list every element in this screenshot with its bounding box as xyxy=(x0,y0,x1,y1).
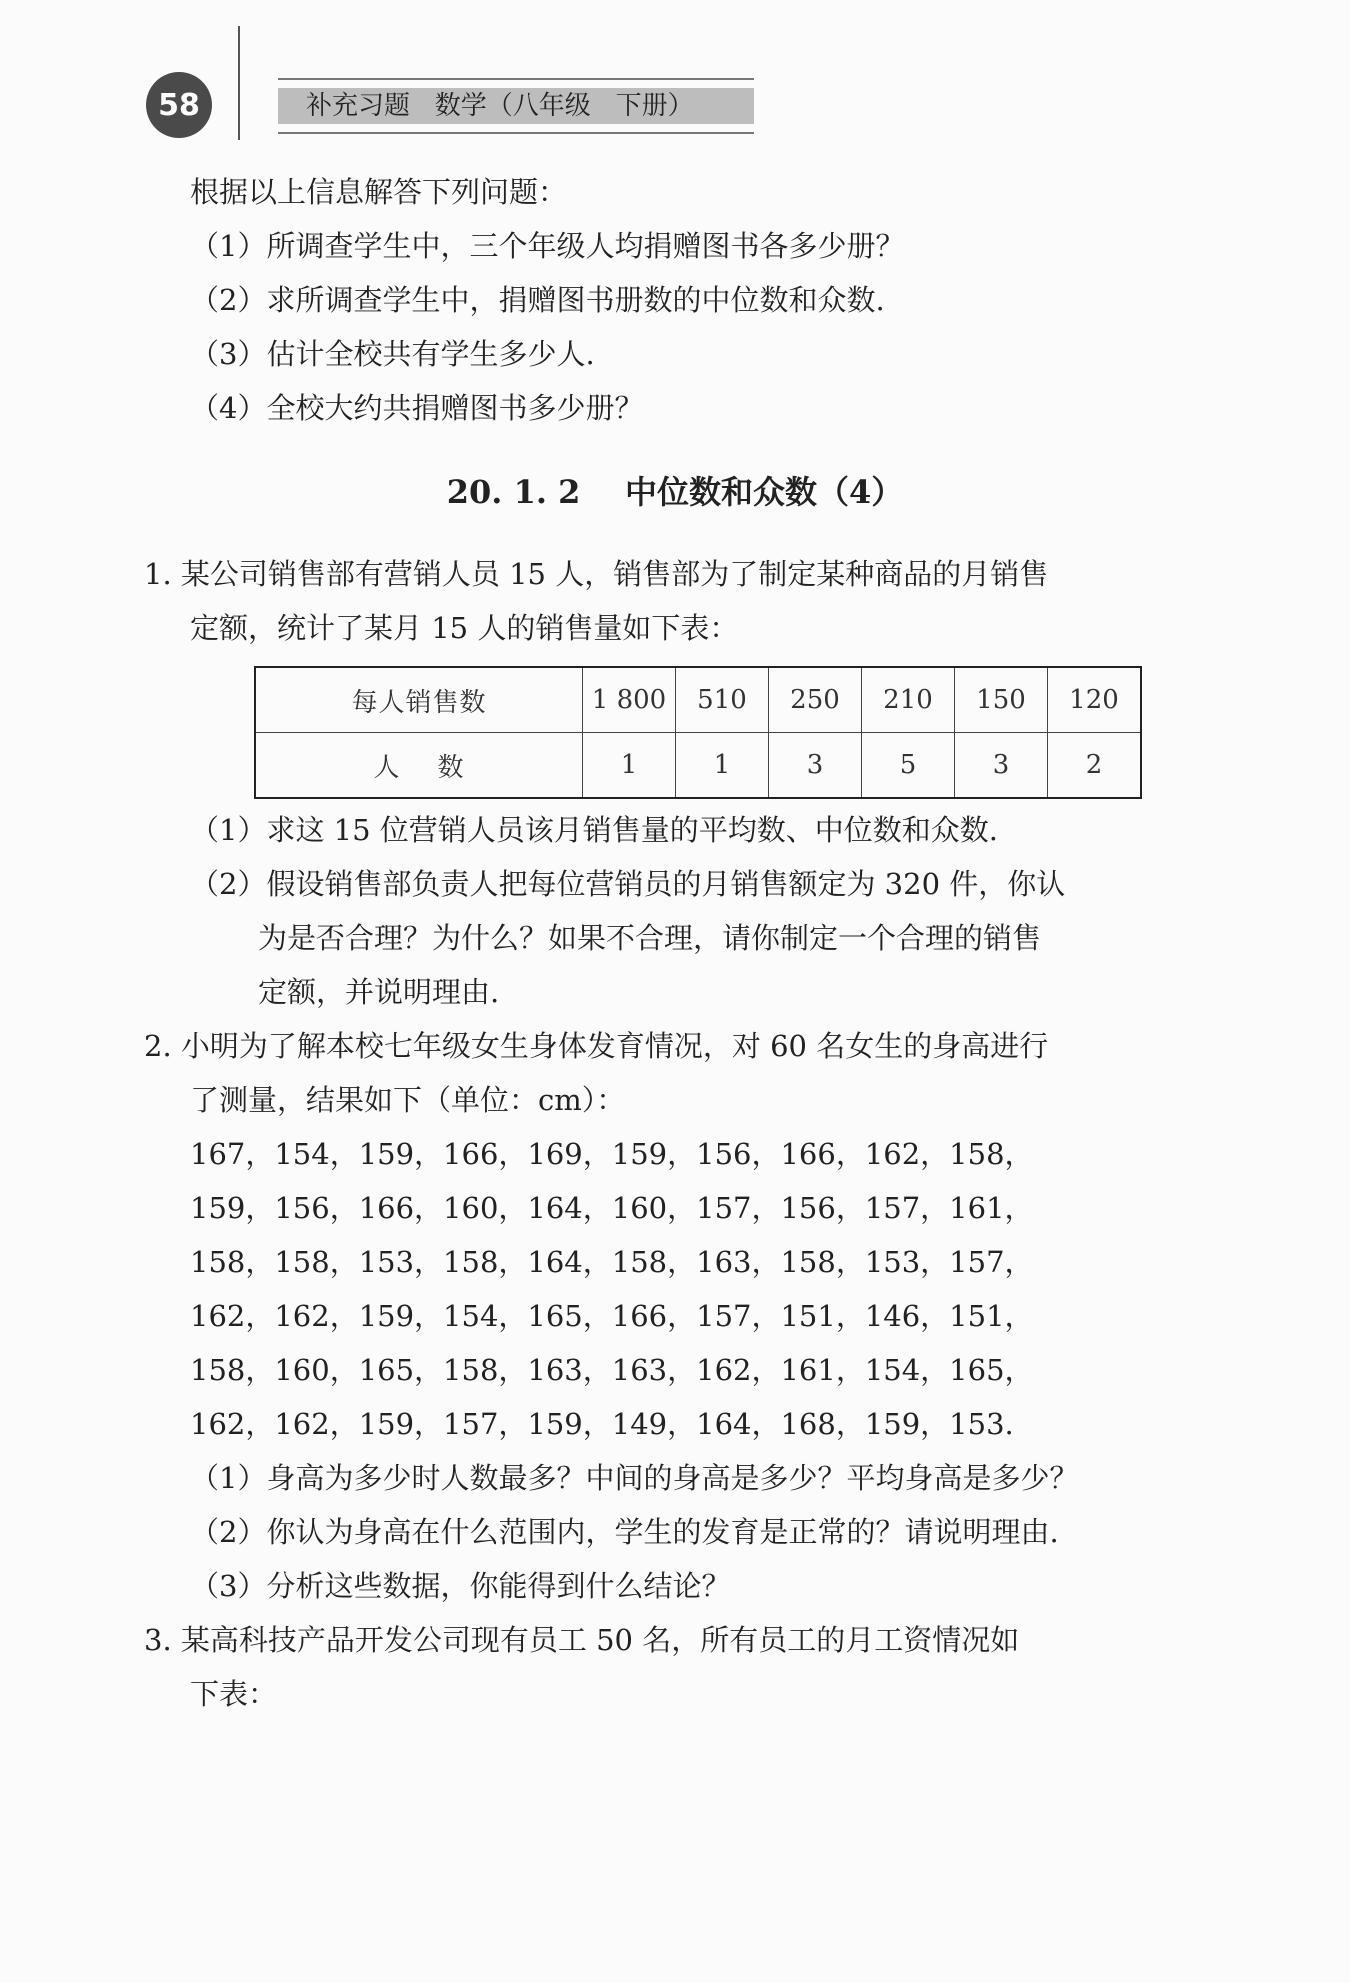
running-header-title: 补充习题 数学（八年级 下册） xyxy=(278,88,754,124)
table-row-header: 每人销售数 xyxy=(255,667,583,733)
section-title: 20. 1. 2 中位数和众数（4） xyxy=(446,473,904,511)
intro-question-3: （3）估计全校共有学生多少人. xyxy=(190,337,595,371)
page-number-badge: 58 xyxy=(146,72,212,138)
problem-1-sub-1: （1）求这 15 位营销人员该月销售量的平均数、中位数和众数. xyxy=(190,813,999,847)
table-row xyxy=(255,667,1141,733)
sales-table xyxy=(254,666,1142,799)
table-cell: 250 xyxy=(769,667,862,733)
intro-question-1: （1）所调查学生中，三个年级人均捐赠图书各多少册？ xyxy=(190,229,905,263)
height-data-row: 159，156，166，160，164，160，157，156，157，161， xyxy=(190,1191,1034,1225)
problem-2-line-2: 了测量，结果如下（单位：cm）： xyxy=(190,1083,626,1117)
problem-2-sub-1: （1）身高为多少时人数最多？中间的身高是多少？平均身高是多少？ xyxy=(190,1461,1079,1495)
problem-1-line-1: 1. 某公司销售部有营销人员 15 人，销售部为了制定某种商品的月销售 xyxy=(144,557,1049,591)
height-data-row: 158，158，153，158，164，158，163，158，153，157， xyxy=(190,1245,1034,1279)
table-cell: 5 xyxy=(862,733,955,799)
table-cell: 210 xyxy=(862,667,955,733)
height-data-row: 162，162，159，157，159，149，164，168，159，153. xyxy=(190,1407,1014,1441)
table-cell: 3 xyxy=(769,733,862,799)
problem-3-line-2: 下表： xyxy=(190,1677,278,1711)
problem-2-sub-3: （3）分析这些数据，你能得到什么结论？ xyxy=(190,1569,731,1603)
table-cell: 150 xyxy=(955,667,1048,733)
problem-1-sub-2: （2）假设销售部负责人把每位营销员的月销售额定为 320 件，你认 xyxy=(190,867,1066,901)
problem-1-sub-2-cont: 为是否合理？为什么？如果不合理，请你制定一个合理的销售 xyxy=(258,921,1042,955)
height-data-row: 162，162，159，154，165，166，157，151，146，151， xyxy=(190,1299,1034,1333)
problem-1-sub-2-cont: 定额，并说明理由. xyxy=(258,975,500,1009)
table-row xyxy=(255,733,1141,799)
problem-3-line-1: 3. 某高科技产品开发公司现有员工 50 名，所有员工的月工资情况如 xyxy=(144,1623,1020,1657)
table-row-header: 人 数 xyxy=(255,733,583,799)
problem-1-line-2: 定额，统计了某月 15 人的销售量如下表： xyxy=(190,611,739,645)
table-cell: 3 xyxy=(955,733,1048,799)
table-cell: 120 xyxy=(1048,667,1142,733)
problem-2-line-1: 2. 小明为了解本校七年级女生身体发育情况，对 60 名女生的身高进行 xyxy=(144,1029,1049,1063)
height-data-row: 167，154，159，166，169，159，156，166，162，158， xyxy=(190,1137,1034,1171)
intro-prompt: 根据以上信息解答下列问题： xyxy=(190,175,568,209)
problem-2-sub-2: （2）你认为身高在什么范围内，学生的发育是正常的？请说明理由. xyxy=(190,1515,1059,1549)
intro-question-4: （4）全校大约共捐赠图书多少册？ xyxy=(190,391,644,425)
table-cell: 1 xyxy=(676,733,769,799)
table-cell: 1 xyxy=(583,733,676,799)
header-divider xyxy=(238,26,240,140)
table-cell: 1 800 xyxy=(583,667,676,733)
table-cell: 2 xyxy=(1048,733,1142,799)
table-cell: 510 xyxy=(676,667,769,733)
height-data-row: 158，160，165，158，163，163，162，161，154，165， xyxy=(190,1353,1034,1387)
intro-question-2: （2）求所调查学生中，捐赠图书册数的中位数和众数. xyxy=(190,283,885,317)
